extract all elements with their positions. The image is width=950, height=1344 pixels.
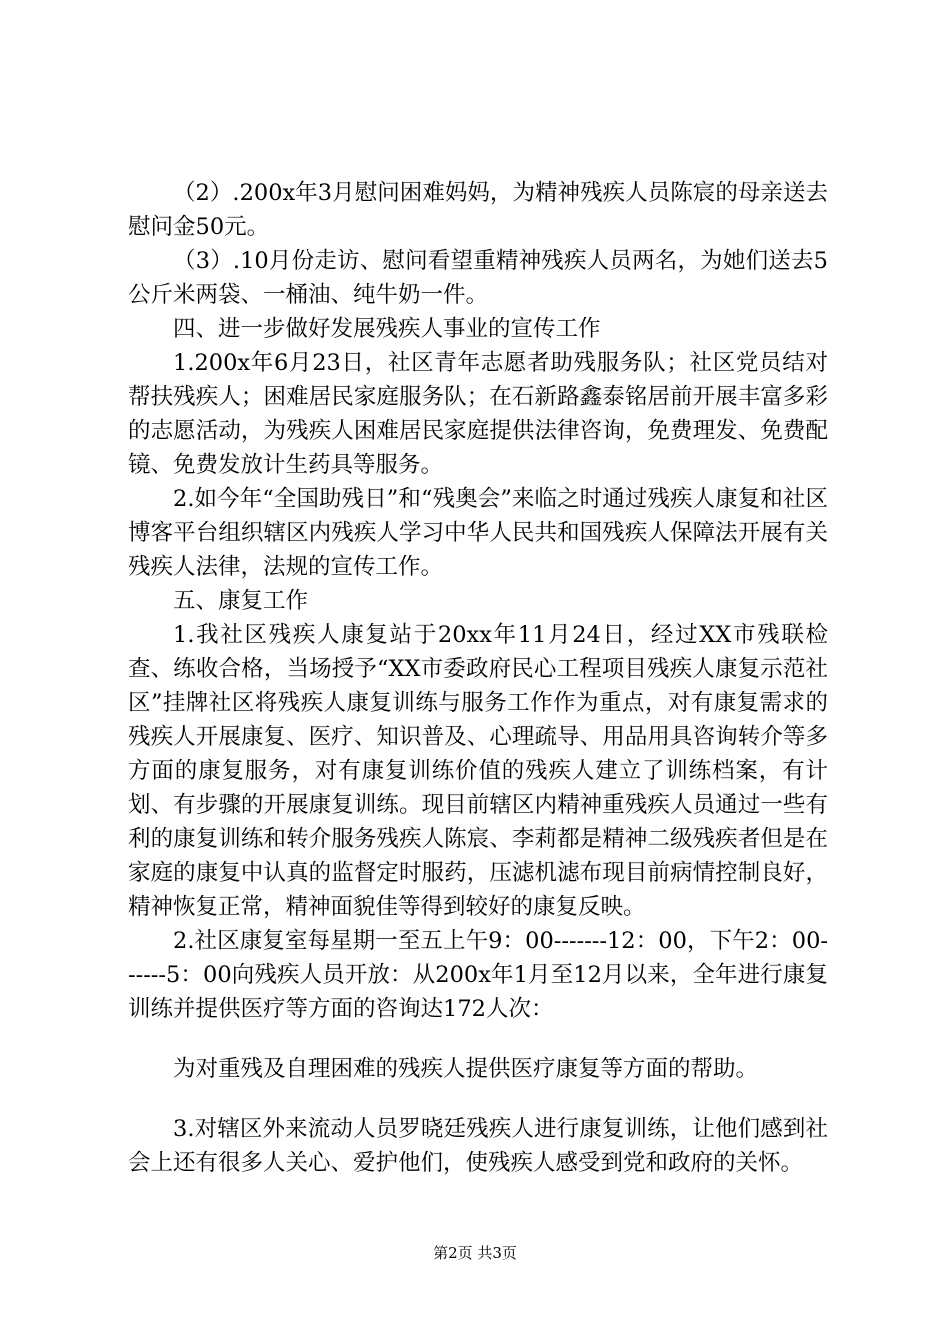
paragraph-rehab-room-hours: 2.社区康复室每星期一至五上午9：00-------12：00，下午2：00------5：00向残疾人员开放：从200x年1月至12月以来，全年进行康复训练并提供医疗等方面的咨询达172人次： bbox=[128, 928, 828, 1022]
paragraph-visit-patients: （3）.10月份走访、慰问看望重精神残疾人员两名，为她们送去5公斤米两袋、一桶油、纯牛奶一件。 bbox=[128, 248, 828, 308]
paragraph-volunteer-activity: 1.200x年6月23日，社区青年志愿者助残服务队；社区党员结对帮扶残疾人；困难居民家庭服务队；在石新路鑫泰铭居前开展丰富多彩的志愿活动，为残疾人困难居民家庭提供法律咨询，免费理发、免费配镜、免费发放计生药具等服务。 bbox=[128, 350, 828, 478]
page-footer: 第2页 共3页 bbox=[433, 1244, 517, 1262]
section-heading-publicity: 四、进一步做好发展残疾人事业的宣传工作 bbox=[173, 316, 601, 342]
paragraph-migrant-rehab: 3.对辖区外来流动人员罗晓廷残疾人进行康复训练，让他们感到社会上还有很多人关心、爱护他们，使残疾人感受到党和政府的关怀。 bbox=[128, 1116, 828, 1176]
paragraph-rehab-station: 1.我社区残疾人康复站于20xx年11月24日，经过XX市残联检查、练收合格，当场授予“XX市委政府民心工程项目残疾人康复示范社区”挂牌社区将残疾人康复训练与服务工作作为重点，对有康复需求的残疾人开展康复、医疗、知识普及、心理疏导、用品用具咨询转介等多方面的康复服务，对有康复训练价值的残疾人建立了训练档案，有计划、有步骤的开展康复训练。现目前辖区内精神重残疾人员通过一些有利的康复训练和转介服务残疾人陈宸、李莉都是精神二级残疾者但是在家庭的康复中认真的监督定时服药，压滤机滤布现目前病情控制良好，精神恢复正常，精神面貌佳等得到较好的康复反映。 bbox=[128, 622, 828, 920]
paragraph-condolence-mother: （2）.200x年3月慰问困难妈妈，为精神残疾人员陈宸的母亲送去慰问金50元。 bbox=[128, 180, 828, 240]
document-body bbox=[128, 176, 828, 1180]
section-heading-rehabilitation: 五、康复工作 bbox=[173, 588, 309, 614]
paragraph-medical-help: 为对重残及自理困难的残疾人提供医疗康复等方面的帮助。 bbox=[173, 1056, 759, 1082]
paragraph-law-publicity: 2.如今年“全国助残日”和“残奥会”来临之时通过残疾人康复和社区博客平台组织辖区内残疾人学习中华人民共和国残疾人保障法开展有关残疾人法律，法规的宣传工作。 bbox=[128, 486, 828, 580]
